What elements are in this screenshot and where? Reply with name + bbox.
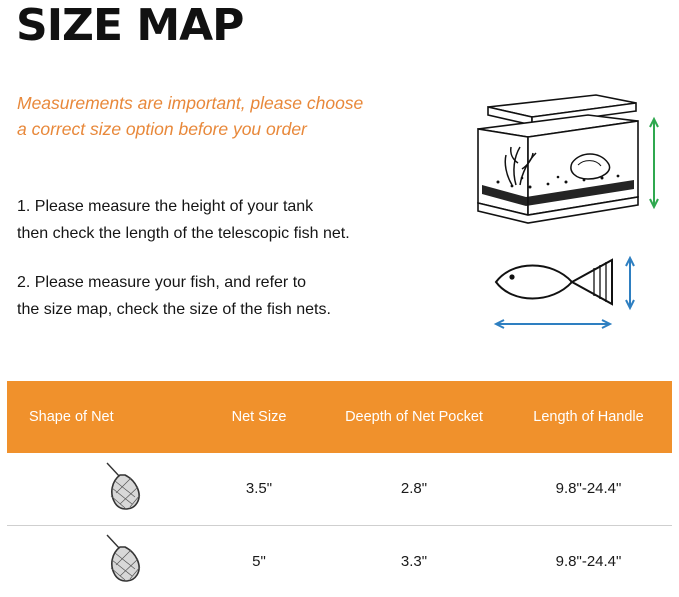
table-body	[7, 453, 672, 597]
column-header-shape: Shape of Net	[7, 381, 195, 453]
instructions-block	[17, 193, 467, 345]
table-row	[7, 453, 672, 525]
size-table-container	[7, 381, 672, 597]
fish-net-icon	[101, 533, 147, 589]
cell-handle: 9.8"-24.4"	[505, 453, 672, 525]
page-title: SIZE MAP	[16, 0, 244, 51]
instruction-item-1	[17, 193, 467, 247]
fish-net-icon	[101, 461, 147, 517]
intro-line-2: a correct size option before you order	[17, 119, 307, 139]
cell-net-size: 3.5"	[195, 453, 323, 525]
cell-handle: 9.8"-24.4"	[505, 525, 672, 597]
cell-depth: 2.8"	[323, 453, 505, 525]
instruction-1-line-1: 1. Please measure the height of your tank	[17, 198, 314, 215]
instruction-2-line-1: 2. Please measure your fish, and refer to	[17, 274, 307, 291]
fish-tank-illustration	[468, 85, 668, 230]
cell-shape	[7, 525, 195, 597]
intro-line-1: Measurements are important, please choose	[17, 93, 364, 113]
cell-depth: 3.3"	[323, 525, 505, 597]
instruction-1-line-2: then check the length of the telescopic fish net.	[17, 225, 350, 242]
intro-text	[17, 90, 447, 142]
column-header-net-size: Net Size	[195, 381, 323, 453]
cell-net-size: 5"	[195, 525, 323, 597]
fish-illustration	[490, 248, 650, 343]
column-header-handle: Length of Handle	[505, 381, 672, 453]
table-header	[7, 381, 672, 453]
cell-shape	[7, 453, 195, 525]
table-header-row	[7, 381, 672, 453]
instruction-2-line-2: the size map, check the size of the fish nets.	[17, 301, 331, 318]
table-row	[7, 525, 672, 597]
size-table	[7, 381, 672, 597]
column-header-depth: Deepth of Net Pocket	[323, 381, 505, 453]
instruction-item-2	[17, 269, 467, 323]
